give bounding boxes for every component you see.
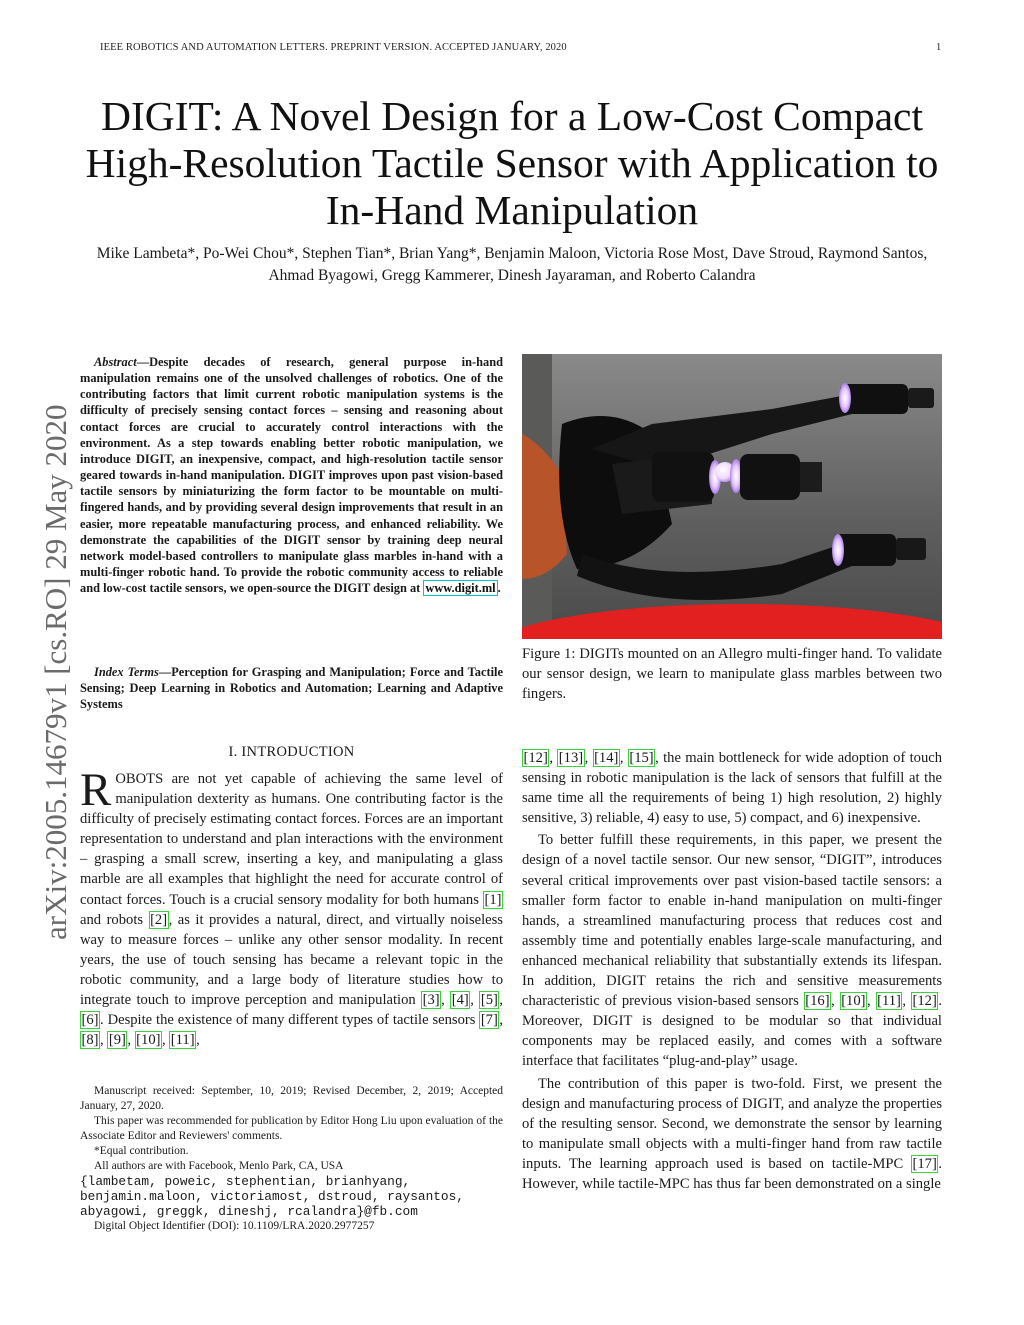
separator: ,: [902, 993, 912, 1010]
introduction-text: [80, 764, 504, 1050]
separator: ,: [127, 1032, 135, 1049]
upper-gel-pad: [839, 383, 851, 413]
paper-title: DIGIT: A Novel Design for a Low-Cost Compact High-Resolution Tactile Sensor with Application to In-Hand Manipulation: [85, 93, 939, 233]
citation-link[interactable]: [13]: [558, 750, 584, 766]
page-number: 1: [936, 42, 942, 53]
thumb-joint: [800, 462, 822, 492]
citation-link[interactable]: [16]: [805, 993, 830, 1010]
index-terms-text: —Perception for Grasping and Manipulation; Force and Tactile Sensing; Deep Learning in Robotics and Automation; Learning and Adaptive Systems: [80, 665, 503, 712]
citation-link[interactable]: [4]: [451, 992, 469, 1009]
intro-end: ,: [196, 1032, 200, 1049]
abstract-text: —Despite decades of research, general purpose in-hand manipulation remains one of the unsolved challenges of robotics. One of the contributing factors that limit current robotic manipulation systems is the difficulty of precisely sensing contact forces – sensing and reasoning about contact forces are crucial to accurately control interactions with the environment. As a step towards enabling better robotic manipulation, we introduce DIGIT, an inexpensive, compact, and high-resolution tactile sensor geared towards in-hand manipulation. DIGIT improves upon past vision-based tactile sensors by miniaturizing the form factor to be mountable on multi-fingered hands, and by providing several design improvements that result in an easier, more repeatable manufacturing process, and enhanced reliability. We demonstrate the capabilities of the DIGIT sensor by training deep neural network model-based controllers to manipulate glass marbles in-hand with a multi-finger robotic hand. To provide the robotic community access to reliable and low-cost tactile sensors, we open-source the DIGIT design at: [80, 355, 503, 596]
separator: ,: [499, 1012, 503, 1029]
abstract-end: .: [497, 581, 501, 596]
right-column-text: [522, 748, 942, 1194]
citation-link[interactable]: [10]: [841, 993, 866, 1010]
intro-segment-1: are not yet capable of achieving the same level of manipulation dexterity as humans. One contributing factor is the difficulty of precisely estimating contact forces. Forces are an important representation to understand and plan interactions with the environment – grasping a small screw, inserting a key, and manipulating a glass marble are all examples that highlight the need for accurate control of contact forces. Touch is a crucial sensory modality for both humans: [80, 771, 503, 908]
citation-link[interactable]: [5]: [480, 992, 498, 1009]
abstract-label: Abstract: [94, 355, 137, 369]
citation-link[interactable]: [14]: [594, 750, 619, 766]
figure-1-photo: [522, 354, 942, 639]
digit-website-link[interactable]: www.digit.ml: [425, 581, 496, 596]
separator: ,: [470, 992, 480, 1009]
intro-segment-2: and robots: [80, 911, 149, 928]
arxiv-watermark: arXiv:2005.14679v1 [cs.RO] 29 May 2020: [38, 404, 73, 940]
citation-link[interactable]: [15]: [629, 750, 654, 766]
robot-hand-illustration: [522, 354, 942, 639]
author-list: Mike Lambeta*, Po-Wei Chou*, Stephen Tian*, Brian Yang*, Benjamin Maloon, Victoria Rose Most, Dave Stroud, Raymond Santos, Ahmad Byagowi, Gregg Kammerer, Dinesh Jayaraman, and Roberto Calandra: [96, 245, 928, 284]
citation-link[interactable]: [2]: [150, 911, 168, 928]
citation-link[interactable]: [12]: [912, 993, 937, 1010]
separator: ,: [100, 1032, 108, 1049]
section-heading: I. INTRODUCTION: [228, 744, 355, 760]
footnote-emails: {lambetam, poweic, stephentian, brianhyang, benjamin.maloon, victoriamost, dstroud, raysantos, abyagowi, greggk, dineshj, rcalandra}@fb.com: [80, 1174, 464, 1219]
drop-cap: R: [80, 764, 112, 816]
separator: ,: [867, 993, 876, 1010]
citation-link[interactable]: [1]: [484, 891, 502, 908]
index-terms: [80, 664, 503, 712]
footnotes: [80, 1084, 503, 1234]
upper-fingertip: [908, 388, 934, 408]
citation-link[interactable]: [11]: [877, 993, 901, 1010]
lower-fingertip: [896, 538, 926, 560]
citation-link[interactable]: [17]: [912, 1155, 937, 1172]
citation-link[interactable]: [10]: [136, 1032, 161, 1049]
citation-link[interactable]: [9]: [108, 1032, 126, 1049]
separator: ,: [831, 993, 840, 1010]
separator: ,: [499, 992, 504, 1009]
right-digit-sensor: [740, 454, 800, 500]
left-digit-sensor: [652, 452, 714, 502]
running-header: IEEE ROBOTICS AND AUTOMATION LETTERS. PREPRINT VERSION. ACCEPTED JANUARY, 2020: [100, 42, 567, 53]
footnote-doi: Digital Object Identifier (DOI): 10.1109/LRA.2020.2977257: [94, 1220, 375, 1232]
paragraph-text: . However, while tactile-MPC has thus far been demonstrated on a single: [522, 1155, 942, 1192]
paragraph-text: The contribution of this paper is two-fold. First, we present the design and manufacturing process of DIGIT, and analyze the properties of the resulting sensor. Second, we demonstrate the sensor by learning to manipulate small objects with a multi-finger hand from raw tactile inputs. The learning approach used is based on tactile-MPC: [522, 1075, 942, 1172]
intro-smallcaps: OBOTS: [115, 771, 164, 787]
separator: ,: [441, 992, 451, 1009]
citation-link[interactable]: [6]: [81, 1012, 99, 1029]
citation-link[interactable]: [3]: [422, 992, 440, 1009]
lower-gel-pad: [832, 534, 844, 566]
citation-link[interactable]: [12]: [523, 750, 548, 766]
footnote-editor: This paper was recommended for publication by Editor Hong Liu upon evaluation of the Associate Editor and Reviewers' comments.: [80, 1115, 503, 1142]
citation-link[interactable]: [7]: [480, 1012, 498, 1029]
footnote-received: Manuscript received: September, 10, 2019; Revised December, 2, 2019; Accepted January, 27, 2020.: [80, 1085, 503, 1112]
separator: ,: [161, 1032, 170, 1049]
paragraph-text: To better fulfill these requirements, in this paper, we present the design of a novel tactile sensor. Our new sensor, “DIGIT”, introduces several critical improvements over past vision-based tactile sensors: a smaller form factor to enable in-hand manipulation on multi-finger hands, a streamlined manufacturing process that reduces cost and assembly time and potentially enables large-scale manufacturing, and enhanced mechanical reliability that substantially extends its lifespan. In addition, DIGIT retains the rich and sensitive measurements characteristic of previous vision-based sensors: [522, 832, 942, 1010]
citation-link[interactable]: [8]: [81, 1032, 99, 1049]
paragraph-text: . Moreover, DIGIT is designed to be modular so that individual components may be replaced easily, and comes with a software interface that facilitates “plug-and-play” usage.: [522, 993, 942, 1070]
intro-segment-3: , as it provides a natural, direct, and virtually noiseless way to measure forces – unlike any other sensor modality. In recent years, the use of touch sensing has became a relevant topic in the robotic community, and a large body of literature studies how to integrate touch to improve perception and manipulation: [80, 911, 503, 1009]
separator: ,: [549, 750, 558, 766]
separator: ,: [619, 750, 628, 766]
footnote-affiliation: All authors are with Facebook, Menlo Park, CA, USA: [94, 1160, 344, 1172]
citation-link[interactable]: [11]: [170, 1032, 195, 1049]
separator: ,: [584, 750, 593, 766]
footnote-equal-contribution: *Equal contribution.: [94, 1145, 189, 1157]
index-terms-label: Index Terms: [94, 665, 159, 679]
paragraph-text: , the main bottleneck for wide adoption of touch sensing in robotic manipulation is the lack of sensors that fulfill at the same time all the requirements of being 1) high resolution, 2) highly sensitive, 3) reliable, 4) easy to use, 5) compact, and 6) inexpensive.: [522, 750, 943, 827]
figure-1-caption: Figure 1: DIGITs mounted on an Allegro multi-finger hand. To validate our sensor design, we learn to manipulate glass marbles between two fingers.: [522, 646, 942, 703]
abstract: [80, 354, 503, 596]
intro-segment-4: . Despite the existence of many different types of tactile sensors: [100, 1012, 480, 1029]
